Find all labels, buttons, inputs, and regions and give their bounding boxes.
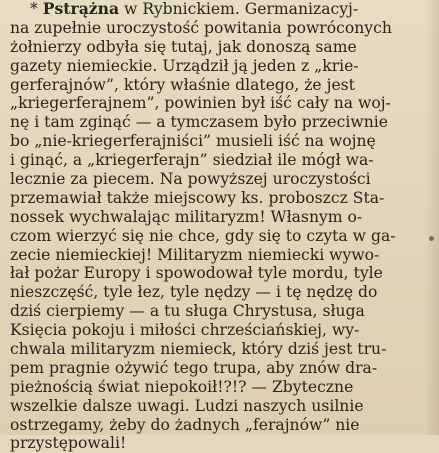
- article-line-22: wszelkie dalsze uwagi. Ludzi naszych usilnie: [10, 396, 364, 415]
- article-line-16: nieszczęść, tyle łez, tyle nędzy — i tę nędzę do: [10, 283, 378, 302]
- article-line-19: chwala militaryzm niemieck, który dziś jest tru-: [10, 340, 387, 359]
- article-line-18: Księcia pokoju i miłości chrześciańskiej, wy-: [10, 321, 360, 340]
- article-line-13: czom wierzyć się nie chce, gdy się to czyta w ga-: [10, 226, 396, 245]
- article-line-10: lecznie za piecem. Na powyższej uroczystości: [10, 170, 371, 189]
- article-line-6: „kriegerferajnem”, powinien był iść cały na woj-: [10, 94, 391, 113]
- page-edge-shadow: [425, 0, 439, 435]
- article-line-5: gerferajnów”, który właśnie dlatego, że jest: [10, 75, 355, 94]
- article-line-2: na zupełnie uroczystość powitania powróconych: [10, 18, 392, 37]
- article-line-15: łał pożar Europy i spowodował tyle mordu, tyle: [10, 264, 383, 283]
- article-line-17: dziś cierpiemy — a tu sługa Chrystusa, sługa: [10, 302, 365, 321]
- article-line-21: pieżnością świat niepokoił!?!? — Zbyteczne: [10, 377, 354, 396]
- article-line-1: * Pstrążna w Rybnickiem. Germanizacyj-: [30, 0, 359, 18]
- article-line-8: bo „nie-kriegerferajniści” musieli iść na wojnę: [10, 132, 376, 151]
- article-line-7: nę i tam zginąć — a tymczasem było przeciwnie: [10, 113, 388, 132]
- article-line-12: nossek wychwalając militaryzm! Własnym o-: [10, 207, 363, 226]
- article-line-3: żołnierzy odbyła się tutaj, jak donoszą same: [10, 37, 357, 56]
- article-line-14: zecie niemieckiej! Militaryzm niemiecki wywo-: [10, 245, 380, 264]
- ink-speck: [429, 236, 434, 241]
- article-heading: Pstrążna: [42, 0, 120, 18]
- article-line-20: pem pragnie ożywić tego trupa, aby znów dra-: [10, 358, 378, 377]
- article-line-24: przystępowali!: [10, 434, 127, 453]
- article-line-23: ostrzegamy, żeby do żadnych „ferajnów” nie: [10, 415, 360, 434]
- article-line-9: i ginąć, a „kriegerferajn” siedział ile mógł wa-: [10, 151, 374, 170]
- article-line-11: przemawiał także miejscowy ks. proboszcz Sta-: [10, 188, 385, 207]
- article-line-4: gazety niemieckie. Urządził ją jeden z „krie-: [10, 56, 359, 75]
- article-text: [10, 0, 420, 453]
